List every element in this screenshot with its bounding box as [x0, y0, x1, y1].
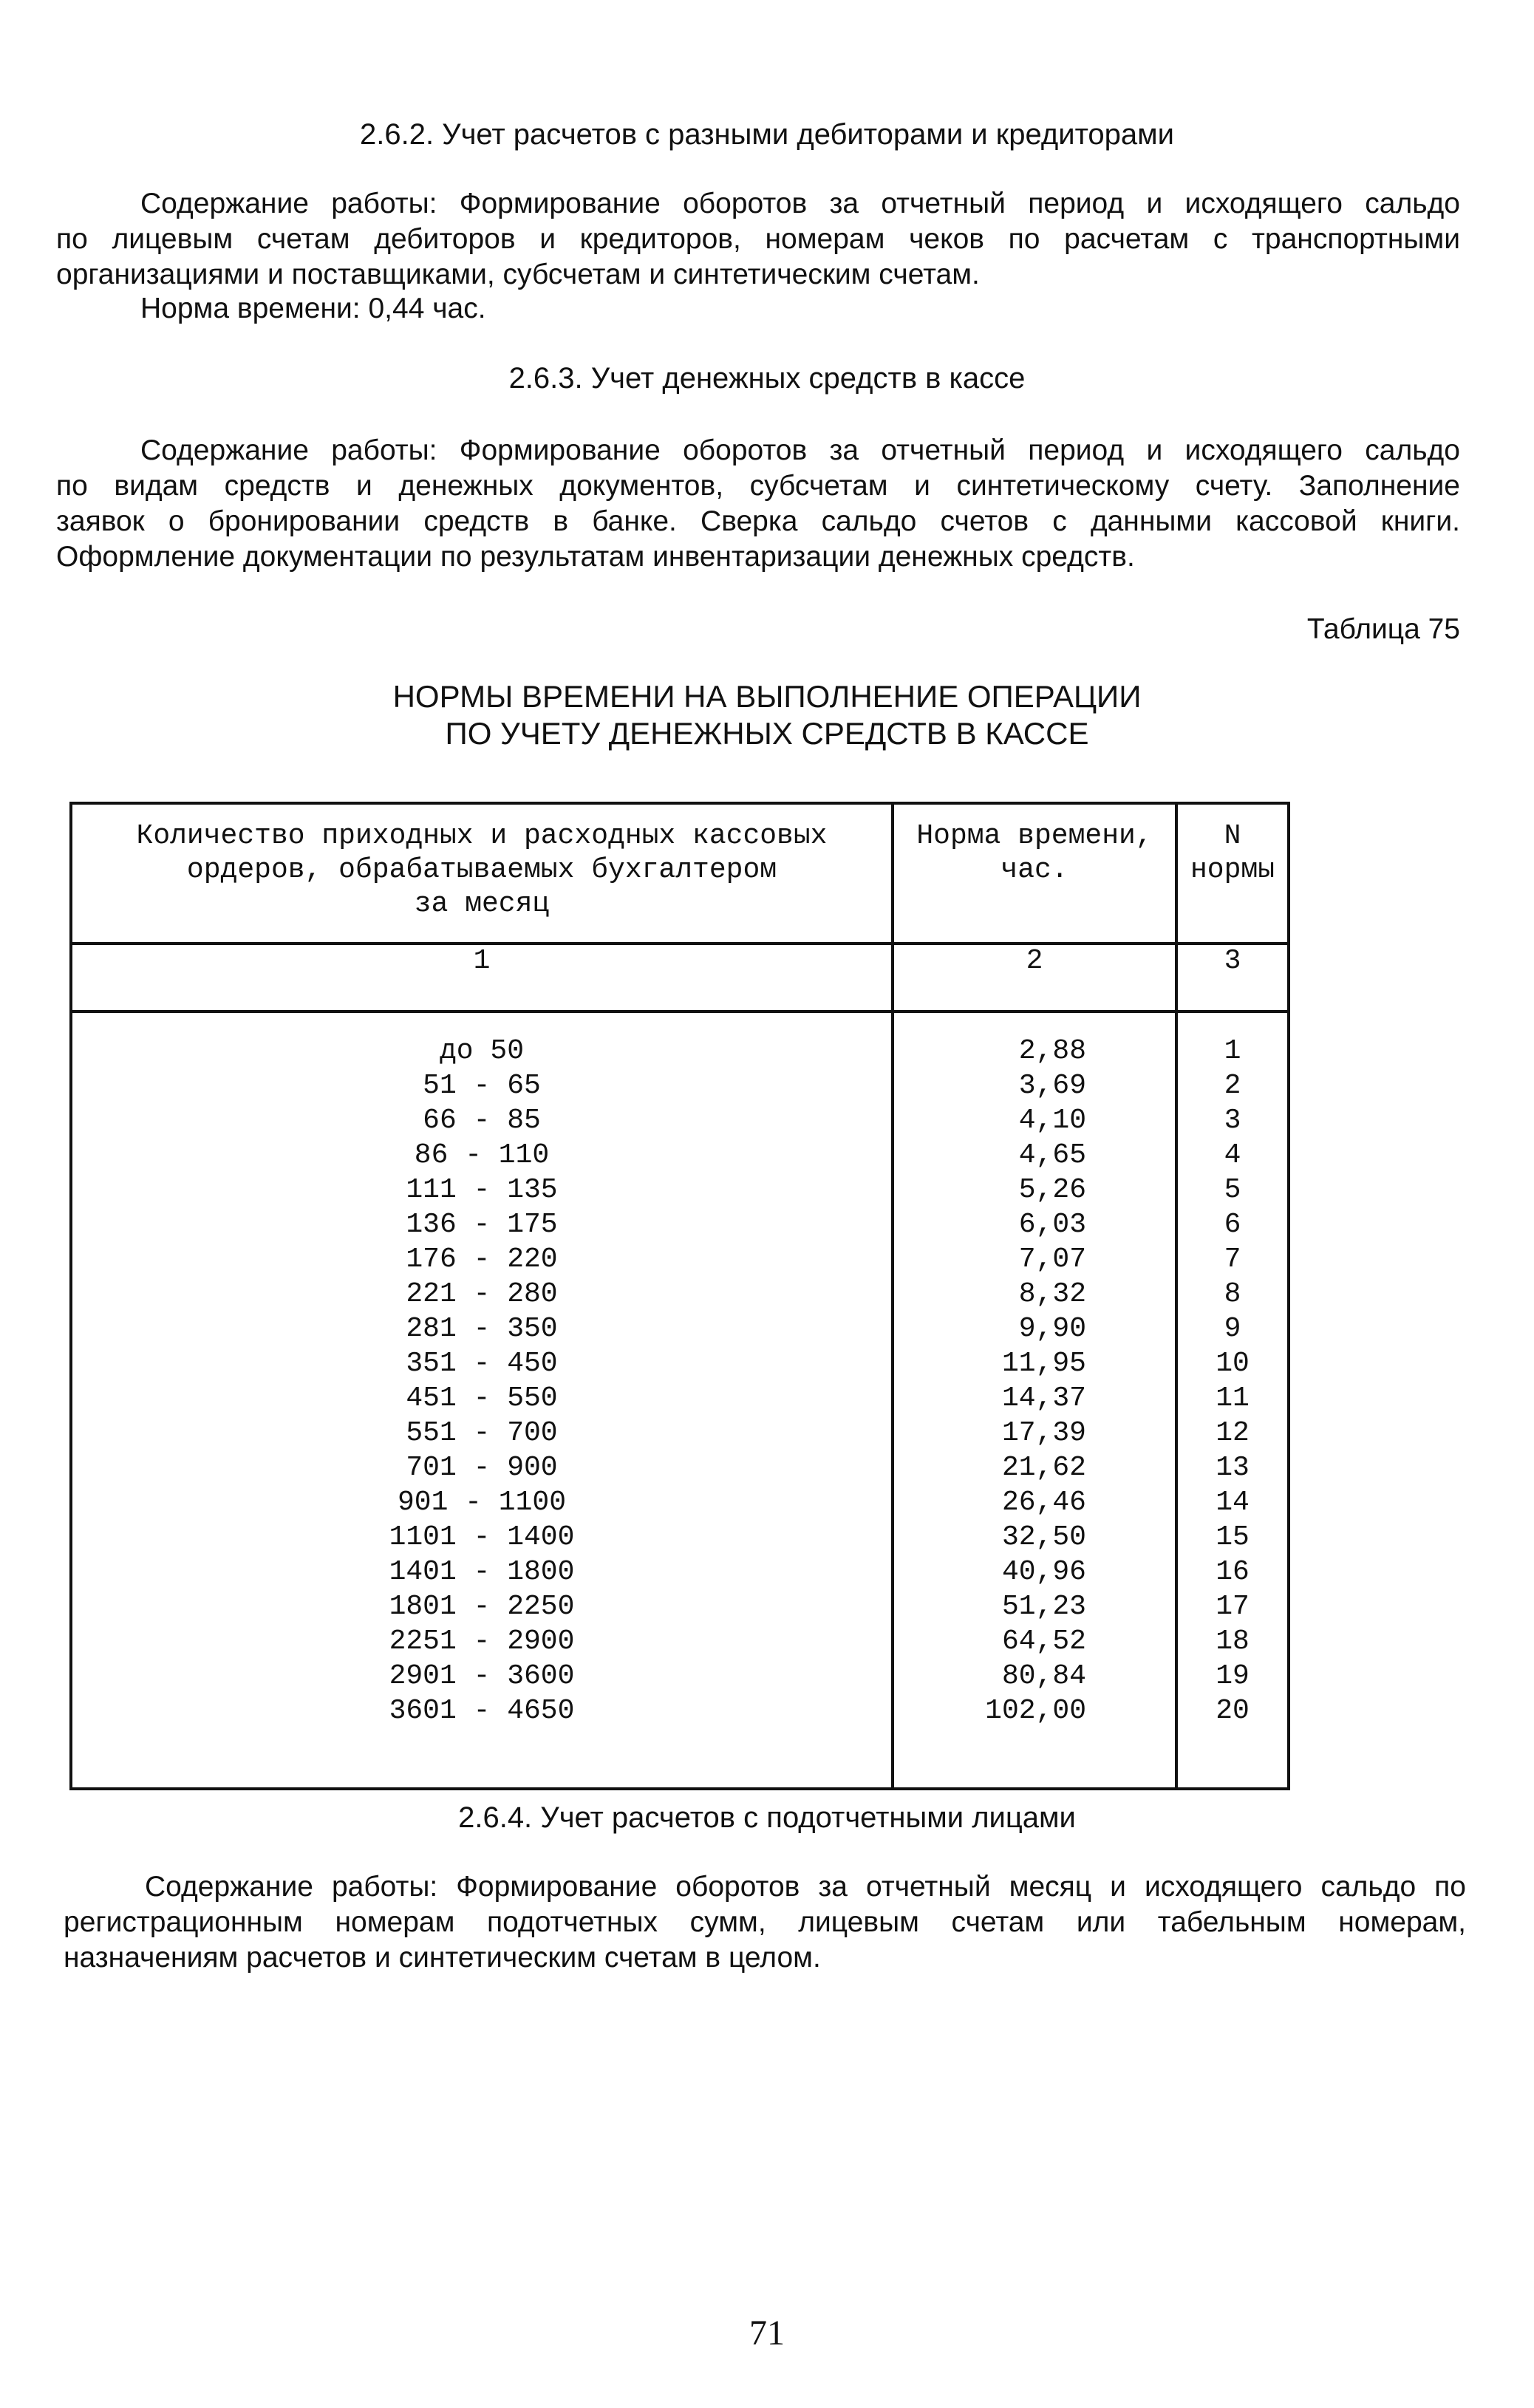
quantity-range-cell: 451 - 550: [406, 1382, 558, 1414]
quantity-range-cell: 221 - 280: [406, 1278, 558, 1310]
section-264-line-1: Содержание работы: Формирование оборотов за отчетный месяц и исходящего сальдо по: [145, 1871, 1466, 1903]
time-norm-cell: 64,52: [1001, 1626, 1086, 1657]
section-264-content: [64, 1869, 1466, 1976]
quantity-range-cell: до 50: [439, 1035, 525, 1067]
quantity-column: [71, 1012, 893, 1789]
section-263-line-1: Содержание работы: Формирование оборотов за отчетный период и исходящего сальдо: [140, 434, 1460, 466]
norm-number-cell: 17: [1216, 1591, 1250, 1623]
header-quantity-line-1: Количество приходных и расходных кассовых: [136, 820, 828, 852]
quantity-range-cell: 111 - 135: [406, 1174, 558, 1206]
time-norm-cell: 17,39: [1001, 1417, 1086, 1449]
section-264-heading: 2.6.4. Учет расчетов с подотчетными лицами: [458, 1801, 1076, 1834]
table-number-label: Таблица 75: [1306, 613, 1460, 645]
quantity-range-cell: 701 - 900: [406, 1452, 558, 1484]
table-title: [0, 678, 1534, 752]
norm-number-cell: 9: [1224, 1313, 1241, 1345]
table-title-line-2: ПО УЧЕТУ ДЕНЕЖНЫХ СРЕДСТВ В КАССЕ: [445, 716, 1089, 751]
table-title-line-1: НОРМЫ ВРЕМЕНИ НА ВЫПОЛНЕНИЕ ОПЕРАЦИИ: [392, 679, 1142, 714]
section-263-line-4: Оформление документации по результатам инвентаризации денежных средств.: [56, 541, 1135, 573]
table-body-row: [71, 1012, 1289, 1789]
quantity-range-cell: 1801 - 2250: [389, 1591, 575, 1623]
section-263-content: [56, 433, 1460, 575]
column-number-row: [71, 944, 1289, 1012]
time-norm-cell: 40,96: [1001, 1556, 1086, 1588]
norm-number-cell: 3: [1224, 1105, 1241, 1136]
section-262-norm: Норма времени: 0,44 час.: [140, 293, 486, 324]
quantity-range-cell: 551 - 700: [406, 1417, 558, 1449]
section-263-heading: 2.6.3. Учет денежных средств в кассе: [508, 362, 1026, 395]
norm-number-cell: 8: [1224, 1278, 1241, 1310]
time-norm-cell: 21,62: [1001, 1452, 1086, 1484]
norm-list: [1178, 1013, 1287, 1728]
section-264-line-2: регистрационным номерам подотчетных сумм, лицевым счетам или табельным номерам,: [64, 1906, 1466, 1938]
norm-number-cell: 5: [1224, 1174, 1241, 1206]
column-number-3: 3: [1176, 944, 1289, 1012]
quantity-range-cell: 1101 - 1400: [389, 1521, 575, 1553]
table-header-row: [71, 803, 1289, 944]
quantity-list: [72, 1013, 891, 1728]
time-norm-cell: 14,37: [1001, 1382, 1086, 1414]
quantity-range-cell: 281 - 350: [406, 1313, 558, 1345]
time-norm-cell: 80,84: [1001, 1660, 1086, 1692]
time-norm-cell: 32,50: [1001, 1521, 1086, 1553]
time-norm-cell: 102,00: [985, 1695, 1086, 1727]
time-norm-cell: 11,95: [1001, 1348, 1086, 1379]
section-262-heading: 2.6.2. Учет расчетов с разными дебиторами и кредиторами: [359, 118, 1175, 151]
norm-number-cell: 15: [1216, 1521, 1250, 1553]
norm-number-cell: 7: [1224, 1244, 1241, 1275]
header-norm-line-2: нормы: [1190, 854, 1275, 886]
header-norm-number: [1176, 803, 1289, 944]
norm-column: [1176, 1012, 1289, 1789]
column-number-2: 2: [893, 944, 1176, 1012]
header-quantity: [71, 803, 893, 944]
quantity-range-cell: 1401 - 1800: [389, 1556, 575, 1588]
quantity-range-cell: 3601 - 4650: [389, 1695, 575, 1727]
section-264-line-3: назначениям расчетов и синтетическим счетам в целом.: [64, 1942, 821, 1974]
quantity-range-cell: 351 - 450: [406, 1348, 558, 1379]
norm-number-cell: 18: [1216, 1626, 1250, 1657]
time-norm-cell: 8,32: [1018, 1278, 1086, 1310]
time-norm-cell: 26,46: [1001, 1487, 1086, 1518]
time-norm-cell: 51,23: [1001, 1591, 1086, 1623]
section-262-line-1: Содержание работы: Формирование оборотов за отчетный период и исходящего сальдо: [140, 188, 1460, 219]
norm-number-cell: 12: [1216, 1417, 1250, 1449]
norm-number-cell: 10: [1216, 1348, 1250, 1379]
norm-number-cell: 19: [1216, 1660, 1250, 1692]
time-norm-cell: 6,03: [1018, 1209, 1086, 1241]
header-time-line-1: Норма времени,: [916, 820, 1153, 852]
header-time-norm: [893, 803, 1176, 944]
header-quantity-line-3: за месяц: [414, 888, 550, 920]
norms-table: [69, 802, 1290, 1790]
quantity-range-cell: 86 - 110: [414, 1139, 550, 1171]
column-number-1: 1: [71, 944, 893, 1012]
norm-number-cell: 6: [1224, 1209, 1241, 1241]
section-262-content: [56, 186, 1460, 293]
norm-number-cell: 13: [1216, 1452, 1250, 1484]
section-262-line-3: организациями и поставщиками, субсчетам и синтетическим счетам.: [56, 259, 980, 290]
quantity-range-cell: 66 - 85: [423, 1105, 541, 1136]
norm-number-cell: 2: [1224, 1070, 1241, 1102]
quantity-range-cell: 2901 - 3600: [389, 1660, 575, 1692]
time-norm-cell: 4,10: [1018, 1105, 1086, 1136]
section-263-line-2: по видам средств и денежных документов, субсчетам и синтетическому счету. Заполнение: [56, 470, 1460, 502]
header-time-line-2: час.: [1000, 854, 1068, 886]
norm-number-cell: 1: [1224, 1035, 1241, 1067]
time-column: [893, 1012, 1176, 1789]
section-263-line-3: заявок о бронировании средств в банке. Сверка сальдо счетов с данными кассовой книги.: [56, 505, 1460, 537]
time-norm-cell: 2,88: [1018, 1035, 1086, 1067]
header-norm-line-1: N: [1224, 820, 1241, 852]
time-norm-cell: 7,07: [1018, 1244, 1086, 1275]
quantity-range-cell: 901 - 1100: [397, 1487, 567, 1518]
time-norm-cell: 4,65: [1018, 1139, 1086, 1171]
time-norm-cell: 3,69: [1018, 1070, 1086, 1102]
norm-number-cell: 16: [1216, 1556, 1250, 1588]
norm-number-cell: 14: [1216, 1487, 1250, 1518]
time-list: [894, 1013, 1175, 1728]
time-norm-cell: 9,90: [1018, 1313, 1086, 1345]
quantity-range-cell: 136 - 175: [406, 1209, 558, 1241]
norm-number-cell: 11: [1216, 1382, 1250, 1414]
quantity-range-cell: 2251 - 2900: [389, 1626, 575, 1657]
quantity-range-cell: 176 - 220: [406, 1244, 558, 1275]
norm-number-cell: 4: [1224, 1139, 1241, 1171]
quantity-range-cell: 51 - 65: [423, 1070, 541, 1102]
section-262-line-2: по лицевым счетам дебиторов и кредиторов, номерам чеков по расчетам с транспортными: [56, 223, 1460, 255]
norm-number-cell: 20: [1216, 1695, 1250, 1727]
time-norm-cell: 5,26: [1018, 1174, 1086, 1206]
page-number: 71: [749, 2313, 785, 2353]
header-quantity-line-2: ордеров, обрабатываемых бухгалтером: [186, 854, 777, 886]
